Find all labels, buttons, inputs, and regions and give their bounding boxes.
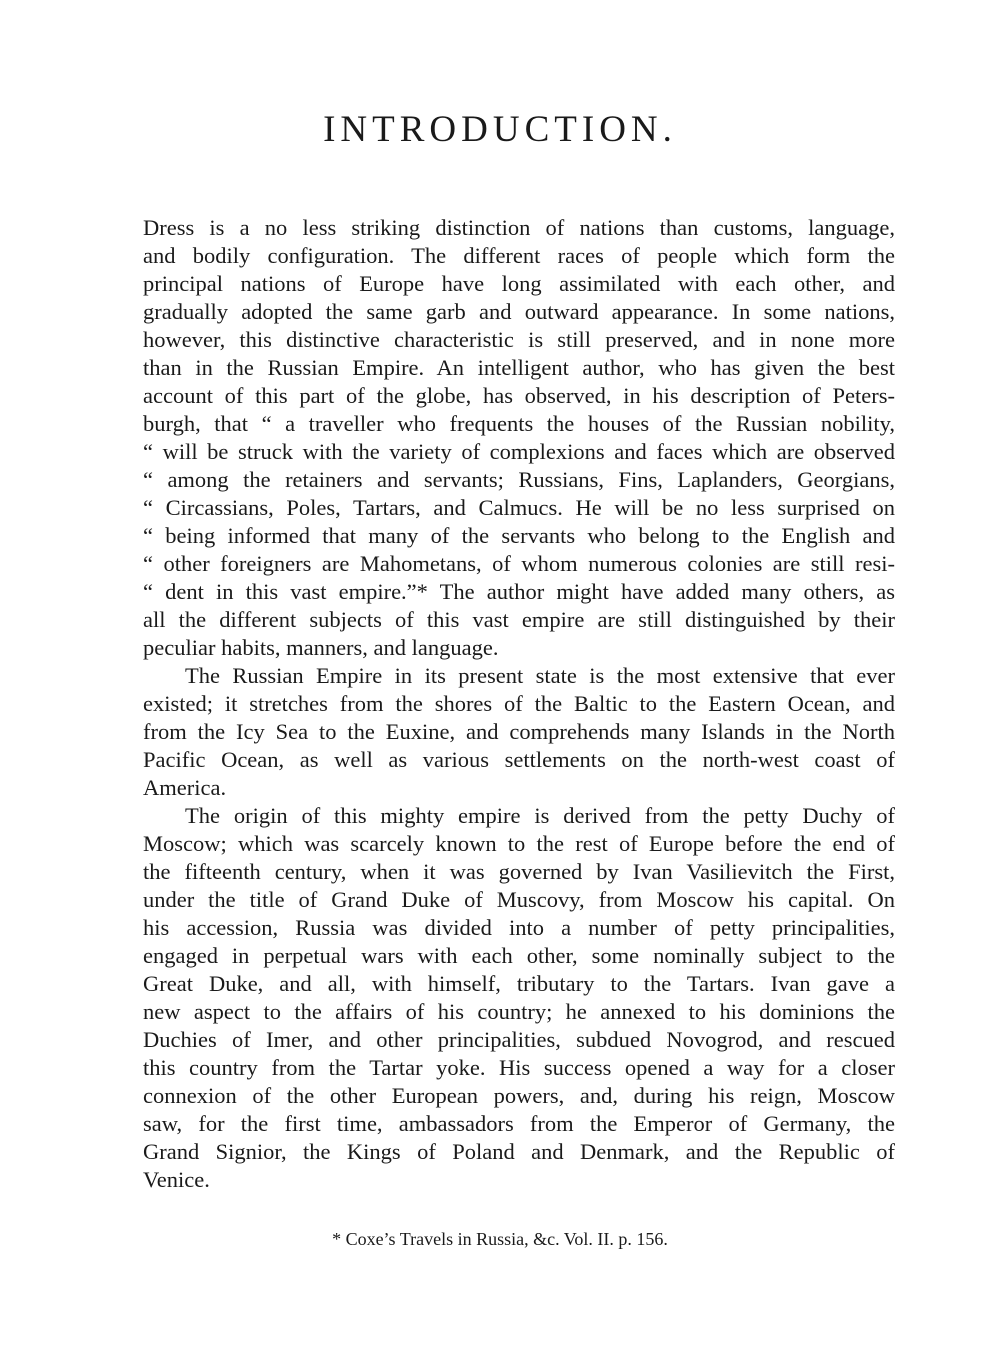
text-line: and bodily configuration. The different races of people which form the bbox=[143, 243, 895, 268]
body-text bbox=[143, 214, 895, 1194]
text-line: the fifteenth century, when it was governed by Ivan Vasilievitch the First, bbox=[143, 859, 895, 884]
text-line: Venice. bbox=[143, 1167, 210, 1192]
text-line: The Russian Empire in its present state is the most extensive that ever bbox=[185, 663, 895, 688]
text-line: all the different subjects of this vast empire are still distinguished by their bbox=[143, 607, 895, 632]
footnote: * Coxe’s Travels in Russia, &c. Vol. II. p. 156. bbox=[332, 1229, 668, 1249]
text-line: America. bbox=[143, 775, 227, 800]
text-line: The origin of this mighty empire is derived from the petty Duchy of bbox=[185, 803, 895, 828]
paragraph-2 bbox=[143, 662, 895, 802]
text-line: “ dent in this vast empire.”* The author might have added many others, as bbox=[143, 579, 895, 604]
text-line: new aspect to the affairs of his country; he annexed to his dominions the bbox=[143, 999, 895, 1024]
text-line: principal nations of Europe have long assimilated with each other, and bbox=[143, 271, 895, 296]
paragraph-1 bbox=[143, 214, 895, 662]
text-line: burgh, that “ a traveller who frequents the houses of the Russian nobility, bbox=[143, 411, 895, 436]
text-line: saw, for the first time, ambassadors from the Emperor of Germany, the bbox=[143, 1111, 895, 1136]
text-line: however, this distinctive characteristic is still preserved, and in none more bbox=[143, 327, 895, 352]
text-line: connexion of the other European powers, and, during his reign, Moscow bbox=[143, 1083, 895, 1108]
text-line: peculiar habits, manners, and language. bbox=[143, 635, 499, 660]
text-line: “ among the retainers and servants; Russians, Fins, Laplanders, Georgians, bbox=[143, 467, 895, 492]
text-line: “ being informed that many of the servants who belong to the English and bbox=[143, 523, 895, 548]
text-line: Grand Signior, the Kings of Poland and Denmark, and the Republic of bbox=[143, 1139, 895, 1164]
text-line: account of this part of the globe, has observed, in his description of Peters- bbox=[143, 383, 895, 408]
text-line: from the Icy Sea to the Euxine, and comprehends many Islands in the North bbox=[143, 719, 895, 744]
text-line: Duchies of Imer, and other principalities, subdued Novogrod, and rescued bbox=[143, 1027, 895, 1052]
text-line: engaged in perpetual wars with each other, some nominally subject to the bbox=[143, 943, 895, 968]
text-line: “ Circassians, Poles, Tartars, and Calmucs. He will be no less surprised on bbox=[143, 495, 895, 520]
text-line: existed; it stretches from the shores of the Baltic to the Eastern Ocean, and bbox=[143, 691, 895, 716]
text-line: Great Duke, and all, with himself, tributary to the Tartars. Ivan gave a bbox=[143, 971, 895, 996]
text-line: gradually adopted the same garb and outward appearance. In some nations, bbox=[143, 299, 895, 324]
text-line: Pacific Ocean, as well as various settlements on the north-west coast of bbox=[143, 747, 895, 772]
text-line: Dress is a no less striking distinction of nations than customs, language, bbox=[143, 215, 895, 240]
text-line: Moscow; which was scarcely known to the rest of Europe before the end of bbox=[143, 831, 895, 856]
text-line: under the title of Grand Duke of Muscovy, from Moscow his capital. On bbox=[143, 887, 895, 912]
text-line: his accession, Russia was divided into a number of petty principalities, bbox=[143, 915, 895, 940]
text-line: “ will be struck with the variety of complexions and faces which are observed bbox=[143, 439, 895, 464]
text-line: this country from the Tartar yoke. His success opened a way for a closer bbox=[143, 1055, 895, 1080]
text-line: “ other foreigners are Mahometans, of whom numerous colonies are still resi- bbox=[143, 551, 895, 576]
paragraph-3 bbox=[143, 802, 895, 1194]
text-line: than in the Russian Empire. An intelligent author, who has given the best bbox=[143, 355, 895, 380]
page-title: INTRODUCTION. bbox=[323, 109, 677, 150]
